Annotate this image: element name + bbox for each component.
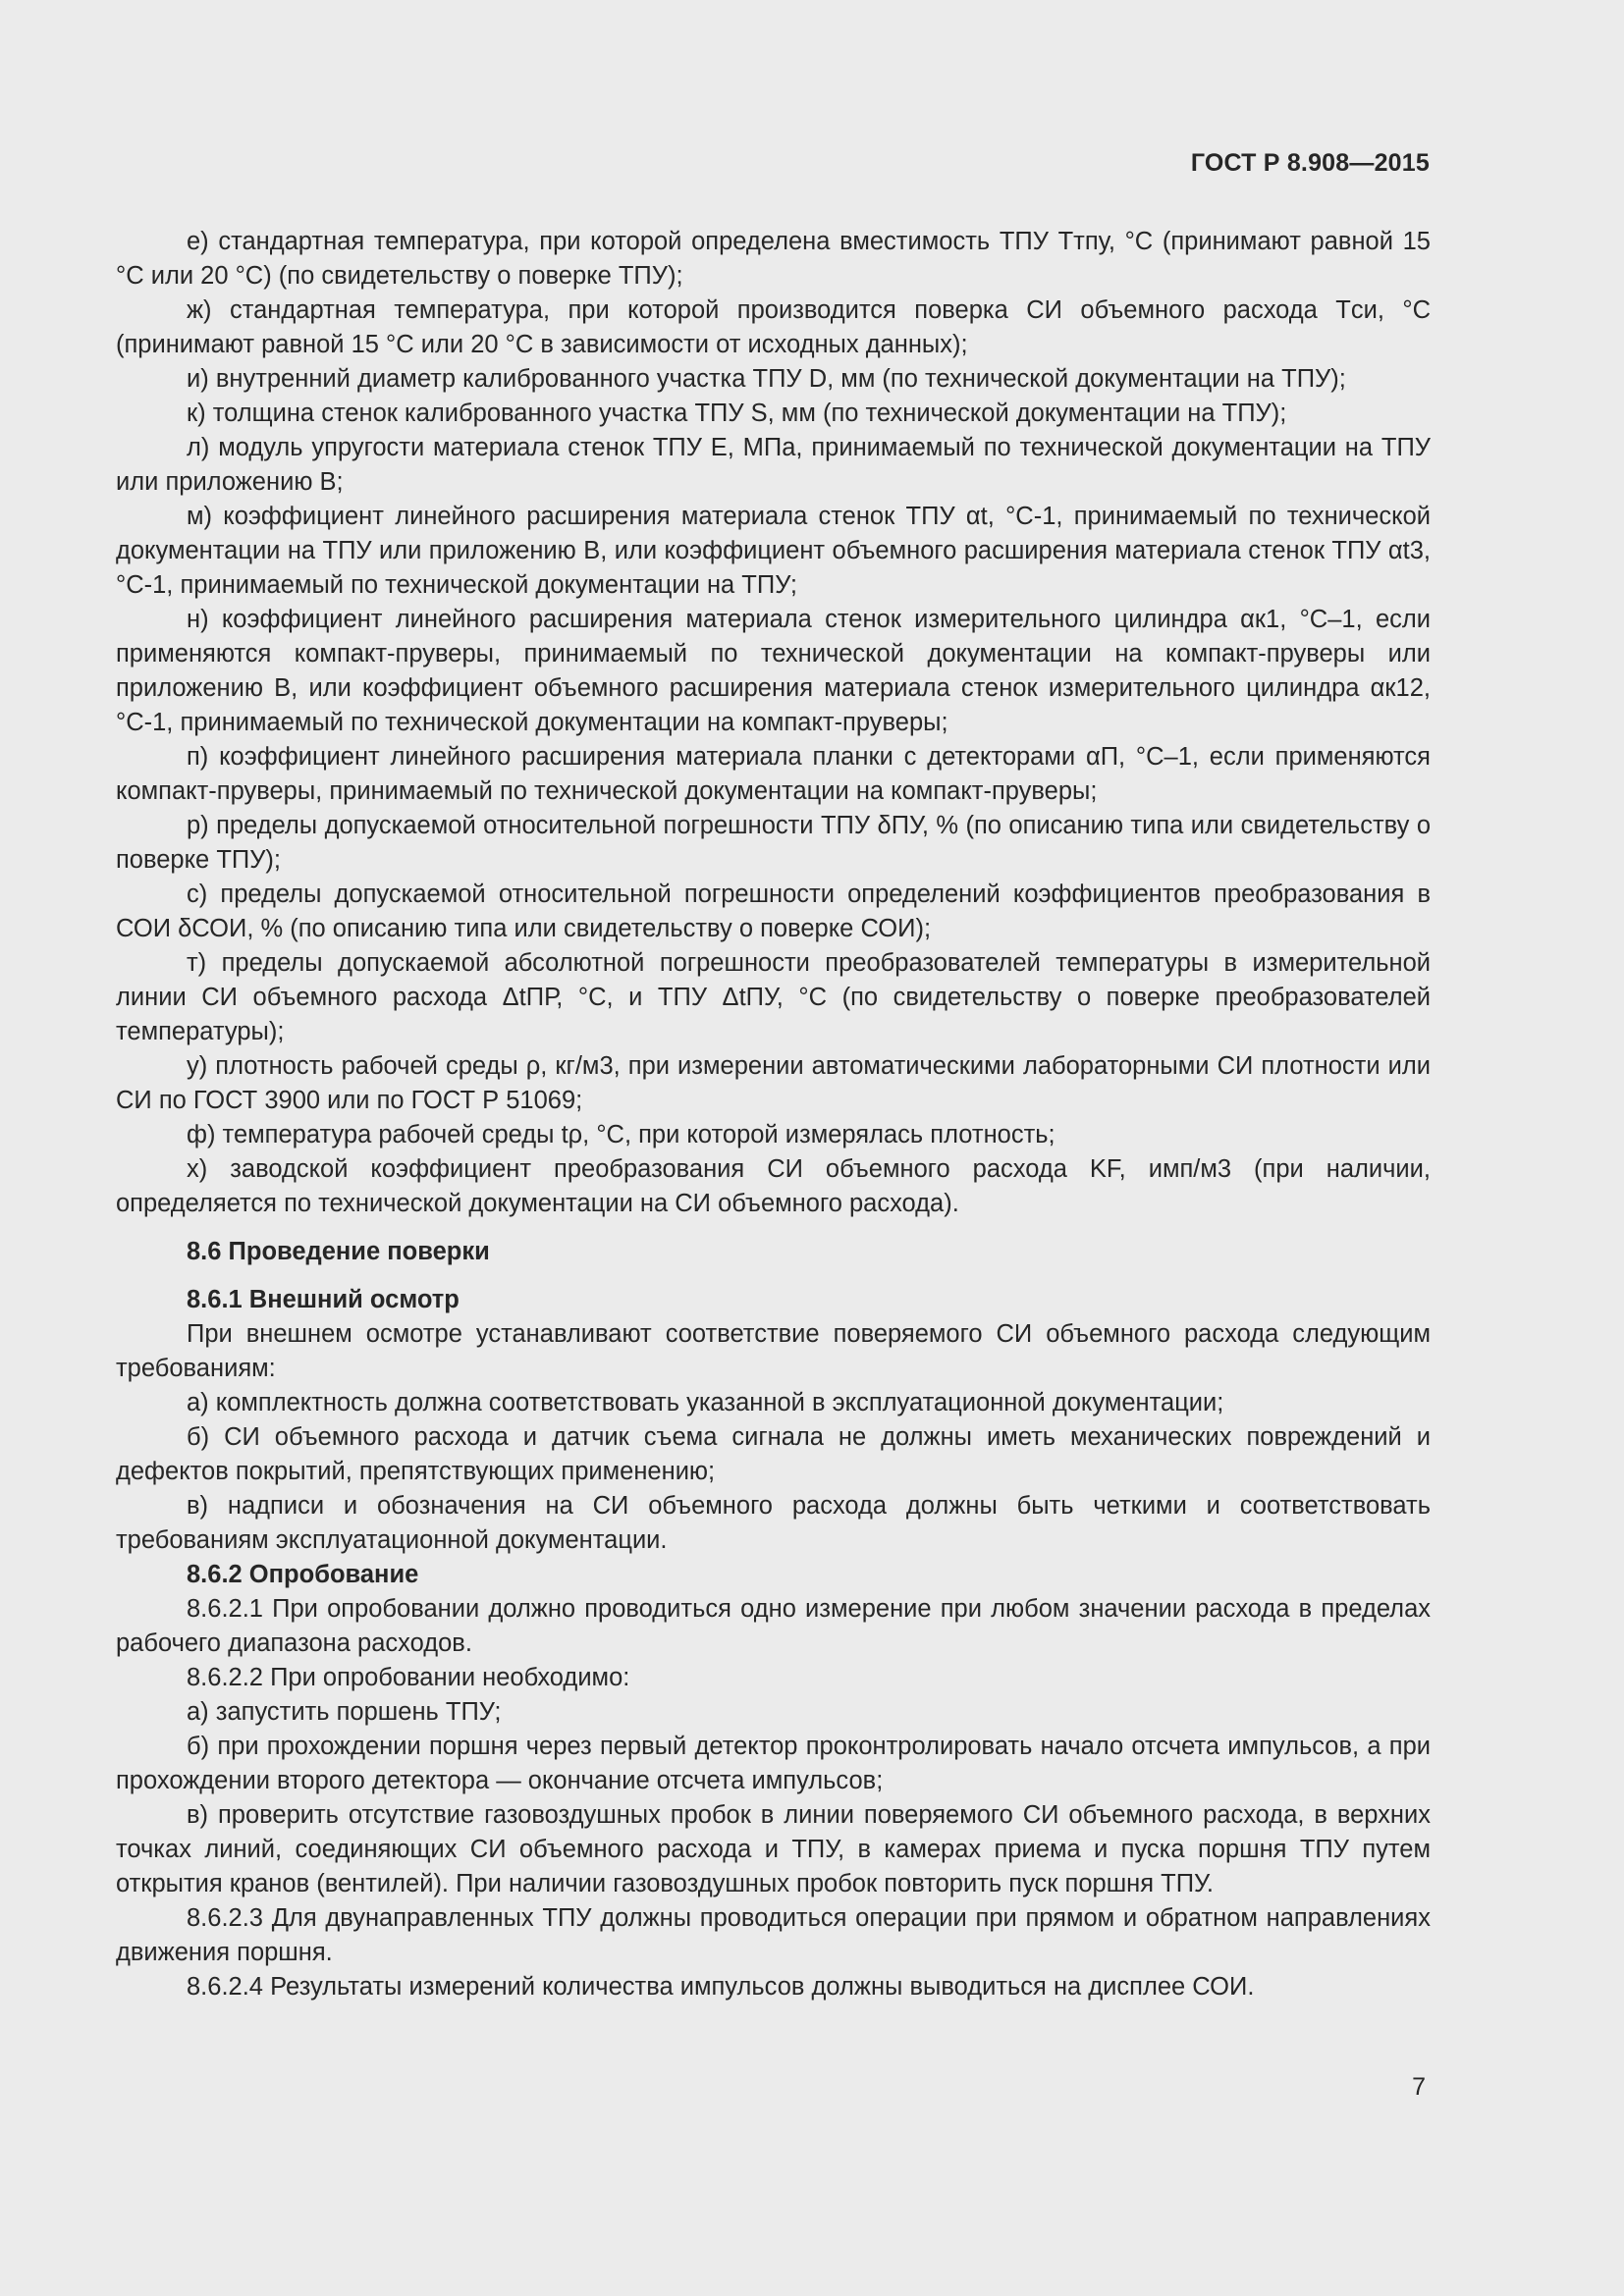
paragraph-u: у) плотность рабочей среды ρ, кг/м3, при измерении автоматическими лабораторными СИ плотности или СИ по ГОСТ 3900 или по ГОСТ Р 51069; (116, 1052, 1431, 1114)
section-title-8-6: 8.6 Проведение поверки (187, 1238, 490, 1265)
standard-code-header: ГОСТ Р 8.908—2015 (1190, 149, 1430, 177)
paragraph-i: и) внутренний диаметр калиброванного участка ТПУ D, мм (по технической документации на ТПУ); (187, 365, 1346, 393)
paragraph-t: т) пределы допускаемой абсолютной погрешности преобразователей температуры в измерительной линии СИ объемного расхода ΔtПР, °С, и ТПУ ΔtПУ, °С (по свидетельству о поверке преобразователей температуры); (116, 949, 1431, 1045)
paragraph-f: ф) температура рабочей среды tρ, °С, при которой измерялась плотность; (187, 1121, 1056, 1148)
testing-item-v: в) проверить отсутствие газовоздушных пробок в линии поверяемого СИ объемного расхода, в верхних точках линий, соединяющих СИ объемного расхода и ТПУ, в камерах приема и пуска поршня ТПУ путем открытия кранов (вентилей). При наличии газовоздушных пробок повторить пуск поршня ТПУ. (116, 1801, 1431, 1897)
document-body (116, 225, 1431, 2004)
testing-paragraph-8-6-2-4: 8.6.2.4 Результаты измерений количества импульсов должны выводиться на дисплее СОИ. (187, 1973, 1255, 2001)
paragraph-n: н) коэффициент линейного расширения материала стенок измерительного цилиндра αк1, °С–1, если применяются компакт-пруверы, принимаемый по технической документации на компакт-пруверы или приложению В, или коэффициент объемного расширения материала стенок измерительного цилиндра αк12, °С-1, принимаемый по технической документации на компакт-пруверы; (116, 606, 1431, 736)
subsection-title-8-6-2: 8.6.2 Опробование (187, 1561, 419, 1588)
subsection-title-8-6-1: 8.6.1 Внешний осмотр (187, 1286, 460, 1313)
external-inspection-intro: При внешнем осмотре устанавливают соответствие поверяемого СИ объемного расхода следующим требованиям: (116, 1320, 1431, 1382)
paragraph-zh: ж) стандартная температура, при которой производится поверка СИ объемного расхода Tси, °С (принимают равной 15 °С или 20 °С в зависимости от исходных данных); (116, 296, 1431, 358)
paragraph-kh: х) заводской коэффициент преобразования СИ объемного расхода KF, имп/м3 (при наличии, определяется по технической документации на СИ объемного расхода). (116, 1155, 1431, 1217)
testing-paragraph-8-6-2-3: 8.6.2.3 Для двунаправленных ТПУ должны проводиться операции при прямом и обратном направлениях движения поршня. (116, 1904, 1431, 1966)
paragraph-r: р) пределы допускаемой относительной погрешности ТПУ δПУ, % (по описанию типа или свидетельству о поверке ТПУ); (116, 812, 1431, 874)
paragraph-m: м) коэффициент линейного расширения материала стенок ТПУ αt, °С-1, принимаемый по технической документации на ТПУ или приложению В, или коэффициент объемного расширения материала стенок ТПУ αt3, °С-1, принимаемый по технической документации на ТПУ; (116, 503, 1431, 599)
inspection-item-a: а) комплектность должна соответствовать указанной в эксплуатационной документации; (187, 1389, 1224, 1416)
paragraph-k: к) толщина стенок калиброванного участка ТПУ S, мм (по технической документации на ТПУ); (187, 400, 1287, 427)
inspection-item-v: в) надписи и обозначения на СИ объемного расхода должны быть четкими и соответствовать требованиям эксплуатационной документации. (116, 1492, 1431, 1554)
page-number: 7 (1412, 2073, 1426, 2101)
paragraph-s: с) пределы допускаемой относительной погрешности определений коэффициентов преобразования в СОИ δСОИ, % (по описанию типа или свидетельству о поверке СОИ); (116, 881, 1431, 942)
testing-item-a: а) запустить поршень ТПУ; (187, 1698, 502, 1726)
testing-item-b: б) при прохождении поршня через первый детектор проконтролировать начало отсчета импульсов, а при прохождении второго детектора — окончание отсчета импульсов; (116, 1733, 1431, 1794)
paragraph-e: е) стандартная температура, при которой определена вместимость ТПУ Tтпу, °С (принимают равной 15 °С или 20 °С) (по свидетельству о поверке ТПУ); (116, 228, 1431, 290)
testing-paragraph-8-6-2-2: 8.6.2.2 При опробовании необходимо: (187, 1664, 630, 1691)
inspection-item-b: б) СИ объемного расхода и датчик съема сигнала не должны иметь механических повреждений и дефектов покрытий, препятствующих применению; (116, 1423, 1431, 1485)
testing-paragraph-8-6-2-1: 8.6.2.1 При опробовании должно проводиться одно измерение при любом значении расхода в пределах рабочего диапазона расходов. (116, 1595, 1431, 1657)
paragraph-l: л) модуль упругости материала стенок ТПУ E, МПа, принимаемый по технической документации на ТПУ или приложению В; (116, 434, 1431, 496)
paragraph-p: п) коэффициент линейного расширения материала планки с детекторами αП, °С–1, если применяются компакт-пруверы, принимаемый по технической документации на компакт-пруверы; (116, 743, 1431, 805)
